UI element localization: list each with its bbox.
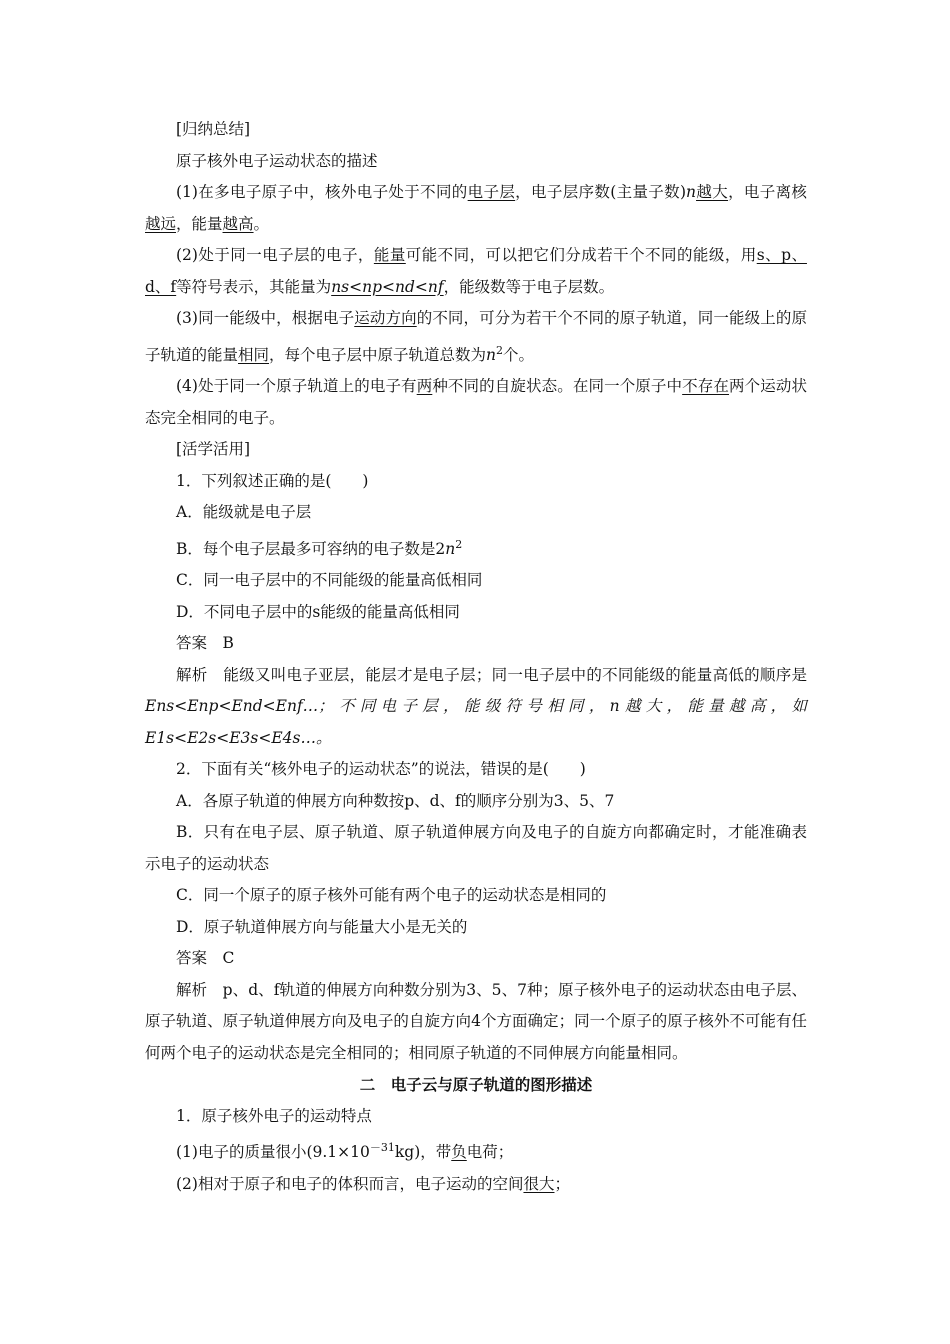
question-1-option-a: A．能级就是电子层 — [176, 503, 312, 522]
question-2-answer: 答案 C — [176, 949, 235, 968]
practice-tag: [活学活用] — [176, 440, 251, 459]
question-2-option-d: D．原子轨道伸展方向与能量大小是无关的 — [176, 917, 468, 936]
question-1-option-b: B．每个电子层最多可容纳的电子数是$2n^2$ — [176, 537, 463, 558]
question-1-option-d: D．不同电子层中的s能级的能量高低相同 — [176, 602, 460, 621]
question-1-option-c: C．同一电子层中的不同能级的能量高低相同 — [176, 571, 483, 590]
question-2-option-b: B．只有在电子层、原子轨道、原子轨道伸展方向及电子的自旋方向都确定时，才能准确表示电子的运动状态 — [145, 823, 807, 873]
section-2-point-1: 1．原子核外电子的运动特点 — [176, 1106, 372, 1125]
document-page — [145, 114, 807, 1200]
section-2-point-1-1: (1)电子的质量很小$(9.1\times 10^{-31}kg)$，带负电荷； — [176, 1141, 514, 1162]
question-2-stem: 2．下面有关“核外电子的运动状态”的说法，错误的是( ) — [176, 760, 586, 779]
question-2-option-c: C．同一个原子的原子核外可能有两个电子的运动状态是相同的 — [176, 886, 607, 905]
summary-point-4: (4)处于同一个原子轨道上的电子有两种不同的自旋状态。在同一个原子中不存在两个运动状态完全相同的电子。 — [145, 377, 807, 427]
question-1-stem: 1．下列叙述正确的是( ) — [176, 471, 369, 490]
summary-point-1: (1)在多电子原子中，核外电子处于不同的电子层，电子层序数(主量子数)n越大，电子离核越远，能量越高。 — [145, 183, 807, 233]
question-1-explanation: 解析 能级又叫电子亚层，能层才是电子层；同一电子层中的不同能级的能量高低的顺序是 Ens<Enp<End<Enf…；不同电子层，能级符号相同，n越大，能量越高，如 E1s<E2s<E3s<E4s…。 — [145, 665, 807, 747]
summary-point-3: (3)同一能级中，根据电子运动方向的不同，可分为若干个不同的原子轨道，同一能级上的原子轨道的能量相同，每个电子层中原子轨道总数为$n^2$个。 — [145, 309, 807, 364]
section-2-point-1-2: (2)相对于原子和电子的体积而言，电子运动的空间很大； — [176, 1174, 570, 1193]
summary-heading: 原子核外电子运动状态的描述 — [176, 151, 378, 170]
question-1-answer: 答案 B — [176, 634, 234, 653]
question-2-explanation: 解析 p、d、f轨道的伸展方向种数分别为3、5、7种；原子核外电子的运动状态由电子层、原子轨道、原子轨道伸展方向及电子的自旋方向4个方面确定；同一个原子的原子核外不可能有任何两个电子的运动状态是完全相同的；相同原子轨道的不同伸展方向能量相同。 — [145, 980, 807, 1062]
section-2-heading: 二 电子云与原子轨道的图形描述 — [359, 1075, 593, 1095]
summary-tag: [归纳总结] — [176, 120, 251, 138]
question-2-option-a: A．各原子轨道的伸展方向种数按p、d、f的顺序分别为3、5、7 — [176, 791, 615, 810]
summary-point-2: (2)处于同一电子层的电子，能量可能不同，可以把它们分成若干个不同的能级，用s、p、d、f等符号表示，其能量为ns<np<nd<nf，能级数等于电子层数。 — [145, 246, 807, 296]
